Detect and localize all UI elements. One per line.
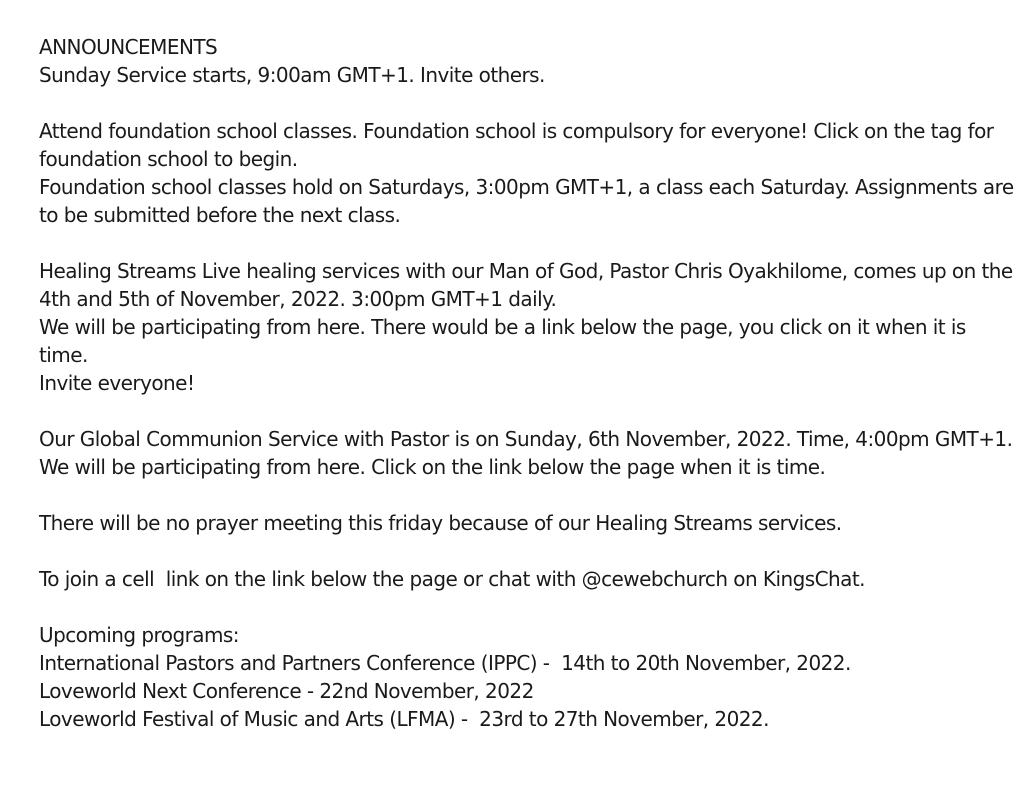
prayer-meeting-text: There will be no prayer meeting this friday because of our Healing Streams services. [39,511,842,535]
communion-service-text: Our Global Communion Service with Pastor is on Sunday, 6th November, 2022. Time, 4:00pm GMT+1. We will be participating from here. Click on the link below the page when it is time. [39,427,1019,479]
foundation-schedule-text: Foundation school classes hold on Saturdays, 3:00pm GMT+1, a class each Saturday. Assignments are to be submitted before the next class. [39,175,1020,227]
paragraph-gap [39,89,1019,117]
paragraph-gap [39,481,1019,509]
healing-streams-participation-text: We will be participating from here. There would be a link below the page, you click on it when it is time. [39,315,972,367]
invite-everyone-text: Invite everyone! [39,371,195,395]
upcoming-program-item: Loveworld Festival of Music and Arts (LFMA) - 23rd to 27th November, 2022. [39,707,769,731]
paragraph-gap [39,229,1019,257]
upcoming-program-item: Loveworld Next Conference - 22nd November, 2022 [39,679,534,703]
join-cell-text: To join a cell link on the link below the page or chat with @cewebchurch on KingsChat. [39,567,865,591]
paragraph-gap [39,397,1019,425]
paragraph-gap [39,537,1019,565]
healing-streams-text: Healing Streams Live healing services with our Man of God, Pastor Chris Oyakhilome, comes up on the 4th and 5th of November, 2022. 3:00pm GMT+1 daily. [39,259,1019,311]
announcement-document [39,33,1019,733]
foundation-school-text: Attend foundation school classes. Foundation school is compulsory for everyone! Click on the tag for foundation school to begin. [39,119,1000,171]
upcoming-program-item: International Pastors and Partners Conference (IPPC) - 14th to 20th November, 2022. [39,651,851,675]
upcoming-programs-heading: Upcoming programs: [39,623,239,647]
sunday-service-text: Sunday Service starts, 9:00am GMT+1. Invite others. [39,63,545,87]
announcements-title: ANNOUNCEMENTS [39,35,218,59]
paragraph-gap [39,593,1019,621]
